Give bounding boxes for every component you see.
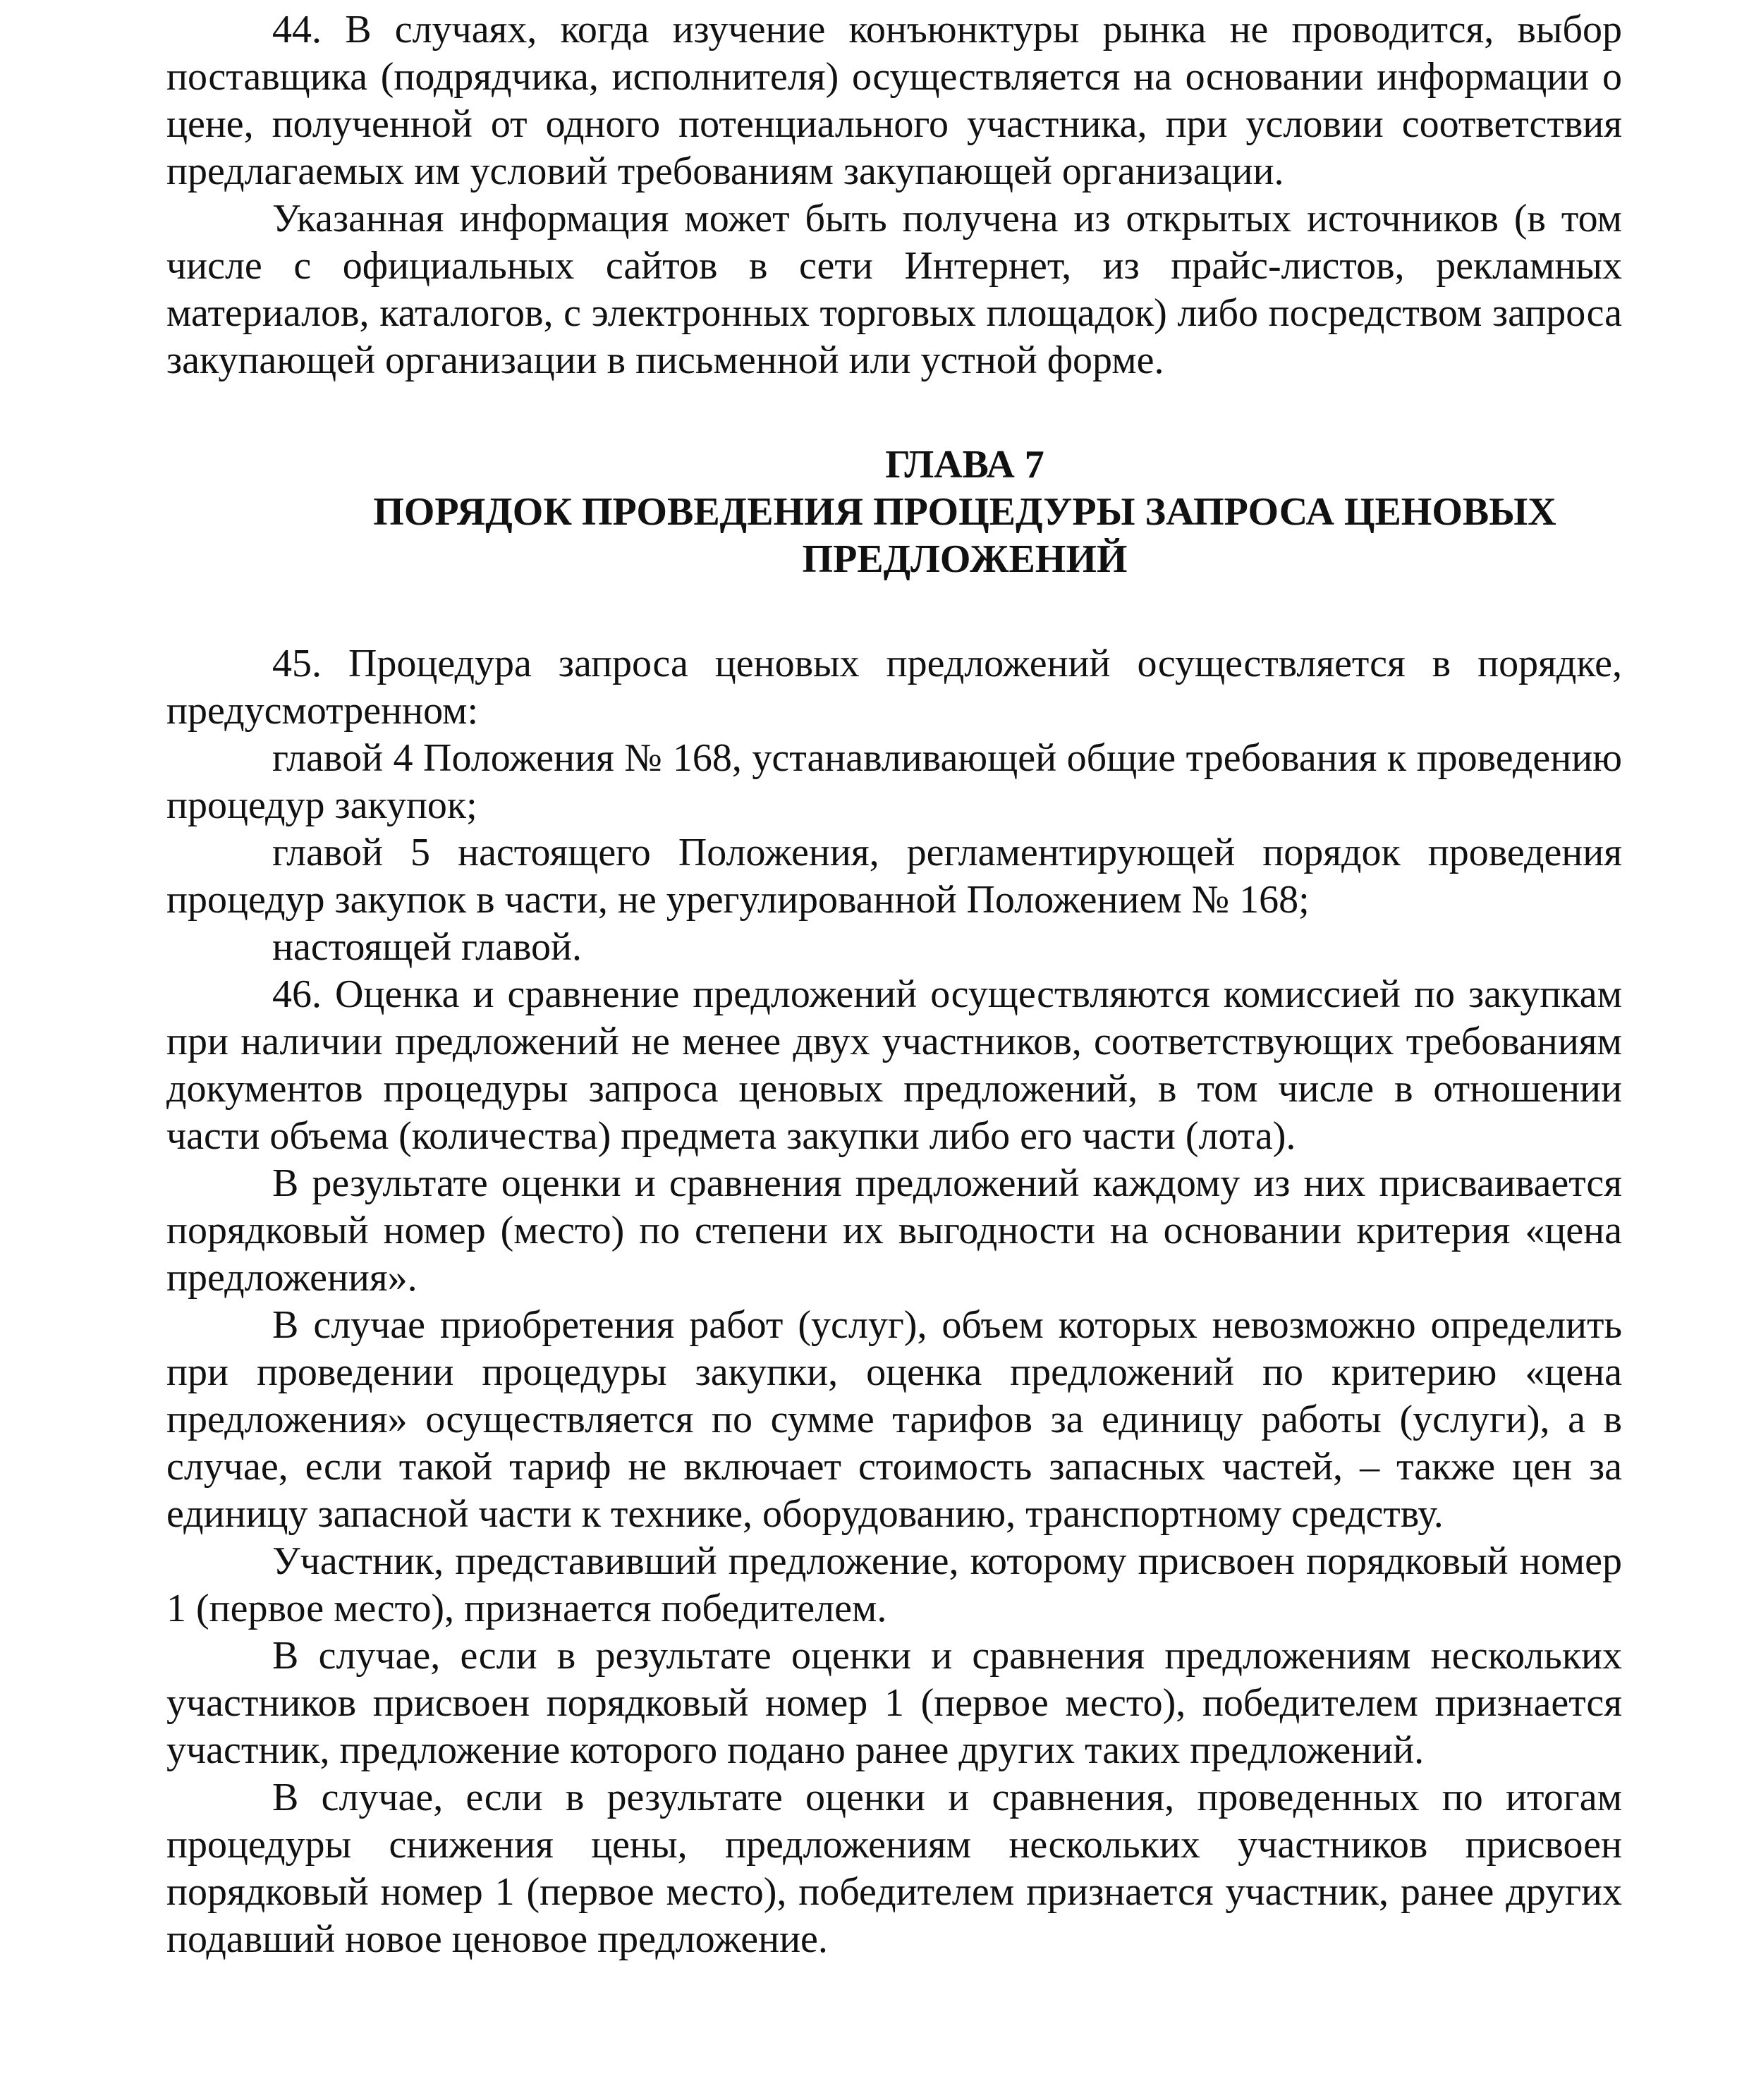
paragraph-45-item-this-chapter: настоящей главой. <box>272 925 583 969</box>
paragraph-46-ranking: В результате оценки и сравнения предложений каждому из них присваивается порядковый номер (место) по степени их выгодности на основании критерия «цена предложения». <box>166 1161 1622 1300</box>
chapter-title-line-1: ПОРЯДОК ПРОВЕДЕНИЯ ПРОЦЕДУРЫ ЗАПРОСА ЦЕНОВЫХ <box>373 490 1556 534</box>
paragraph-46-tie-earliest: В случае, если в результате оценки и сравнения предложениям нескольких участников присвоен порядковый номер 1 (первое место), победителем признается участник, предложение которого подано ранее других таких предложений. <box>166 1634 1622 1772</box>
document-page <box>166 0 1622 1963</box>
paragraph-45: 45. Процедура запроса ценовых предложений осуществляется в порядке, предусмотренном: <box>166 642 1622 733</box>
paragraph-46-works-services: В случае приобретения работ (услуг), объем которых невозможно определить при проведении процедуры закупки, оценка предложений по критерию «цена предложения» осуществляется по сумме тарифов за единицу работы (услуги), а в случае, если такой тариф не включает стоимость запасных частей, – также цен за единицу запасной части к технике, оборудованию, транспортному средству. <box>166 1303 1622 1536</box>
chapter-heading <box>166 441 1622 583</box>
paragraph-45-item-chapter-5: главой 5 настоящего Положения, регламентирующей порядок проведения процедур закупок в части, не урегулированной Положением № 168; <box>166 831 1622 922</box>
paragraph-44-info-sources: Указанная информация может быть получена из открытых источников (в том числе с официальных сайтов в сети Интернет, из прайс-листов, рекламных материалов, каталогов, с электронных торговых площадок) либо посредством запроса закупающей организации в письменной или устной форме. <box>166 197 1622 382</box>
chapter-title-line-2: ПРЕДЛОЖЕНИЙ <box>802 537 1128 581</box>
chapter-number: ГЛАВА 7 <box>885 443 1044 487</box>
paragraph-45-item-chapter-4: главой 4 Положения № 168, устанавливающей общие требования к проведению процедур закупок; <box>166 736 1622 827</box>
paragraph-46-tie-price-reduction: В случае, если в результате оценки и сравнения, проведенных по итогам процедуры снижения цены, предложениям нескольких участников присвоен порядковый номер 1 (первое место), победителем признается участник, ранее других подавший новое ценовое предложение. <box>166 1776 1622 1961</box>
paragraph-46-winner: Участник, представивший предложение, которому присвоен порядковый номер 1 (первое место), признается победителем. <box>166 1539 1622 1630</box>
paragraph-46: 46. Оценка и сравнение предложений осуществляются комиссией по закупкам при наличии предложений не менее двух участников, соответствующих требованиям документов процедуры запроса ценовых предложений, в том числе в отношении части объема (количества) предмета закупки либо его части (лота). <box>166 972 1622 1158</box>
paragraph-44: 44. В случаях, когда изучение конъюнктуры рынка не проводится, выбор поставщика (подрядчика, исполнителя) осуществляется на основании информации о цене, полученной от одного потенциального участника, при условии соответствия предлагаемых им условий требованиям закупающей организации. <box>166 8 1622 193</box>
